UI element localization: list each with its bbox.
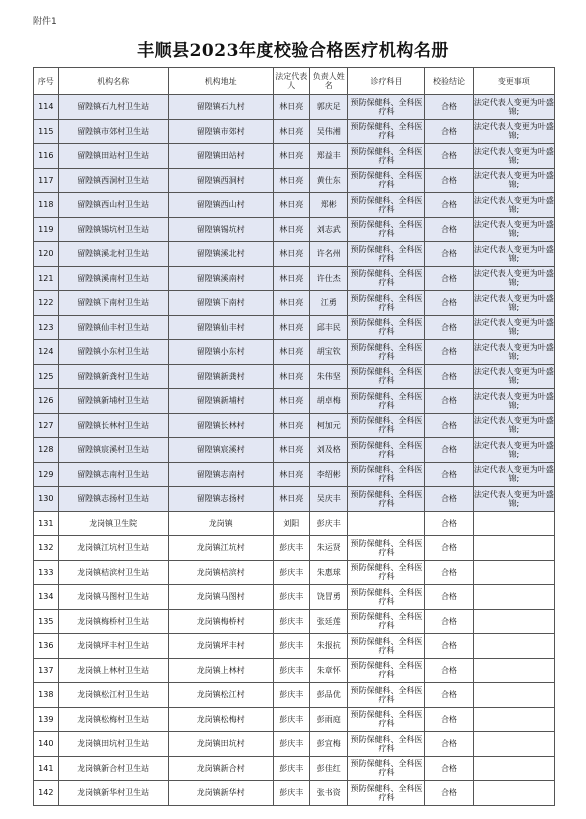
cell-address: 留隍镇长林村	[168, 413, 273, 438]
cell-result: 合格	[425, 340, 473, 365]
cell-result: 合格	[425, 634, 473, 659]
table-row	[34, 511, 555, 536]
cell-address: 龙岗镇新华村	[168, 781, 273, 806]
cell-no: 118	[34, 193, 59, 218]
header-no: 序号	[34, 68, 59, 95]
cell-legal: 林日亮	[273, 242, 309, 267]
cell-change	[473, 707, 554, 732]
cell-address: 留隍镇市郊村	[168, 119, 273, 144]
header-name: 机构名称	[58, 68, 168, 95]
cell-legal: 林日亮	[273, 364, 309, 389]
cell-head: 刘志武	[309, 217, 348, 242]
cell-name: 留隍镇溪南村卫生站	[58, 266, 168, 291]
cell-services: 预防保健科、全科医疗科	[348, 756, 425, 781]
cell-name: 龙岗镇卫生院	[58, 511, 168, 536]
cell-change: 法定代表人变更为叶盛锦;	[473, 340, 554, 365]
table-row	[34, 560, 555, 585]
cell-address: 留隍镇锡坑村	[168, 217, 273, 242]
registry-table	[33, 67, 555, 806]
cell-head: 张书资	[309, 781, 348, 806]
cell-name: 留隍镇西洞村卫生站	[58, 168, 168, 193]
cell-legal: 彭庆丰	[273, 634, 309, 659]
cell-head: 吴庆丰	[309, 487, 348, 512]
cell-address: 龙岗镇江坑村	[168, 536, 273, 561]
cell-result: 合格	[425, 756, 473, 781]
table-row	[34, 413, 555, 438]
cell-address: 龙岗镇上林村	[168, 658, 273, 683]
cell-change: 法定代表人变更为叶盛锦;	[473, 315, 554, 340]
cell-name: 留隍镇石九村卫生站	[58, 95, 168, 120]
cell-name: 留隍镇志扬村卫生站	[58, 487, 168, 512]
cell-change: 法定代表人变更为叶盛锦;	[473, 389, 554, 414]
cell-result: 合格	[425, 193, 473, 218]
cell-change: 法定代表人变更为叶盛锦;	[473, 487, 554, 512]
header-legal: 法定代表人	[273, 68, 309, 95]
cell-head: 黄仕东	[309, 168, 348, 193]
table-header-row	[34, 68, 555, 95]
cell-no: 119	[34, 217, 59, 242]
cell-change: 法定代表人变更为叶盛锦;	[473, 119, 554, 144]
cell-services: 预防保健科、全科医疗科	[348, 193, 425, 218]
cell-no: 140	[34, 732, 59, 757]
table-row	[34, 95, 555, 120]
cell-no: 139	[34, 707, 59, 732]
cell-change: 法定代表人变更为叶盛锦;	[473, 144, 554, 169]
cell-name: 龙岗镇松江村卫生站	[58, 683, 168, 708]
cell-change: 法定代表人变更为叶盛锦;	[473, 95, 554, 120]
cell-name: 留隍镇西山村卫生站	[58, 193, 168, 218]
cell-change	[473, 634, 554, 659]
cell-services: 预防保健科、全科医疗科	[348, 315, 425, 340]
cell-result: 合格	[425, 144, 473, 169]
cell-no: 130	[34, 487, 59, 512]
cell-head: 胡宝钦	[309, 340, 348, 365]
cell-address: 留隍镇宸溪村	[168, 438, 273, 463]
table-row	[34, 536, 555, 561]
cell-result: 合格	[425, 413, 473, 438]
cell-change: 法定代表人变更为叶盛锦;	[473, 168, 554, 193]
cell-services: 预防保健科、全科医疗科	[348, 732, 425, 757]
cell-legal: 彭庆丰	[273, 707, 309, 732]
cell-services: 预防保健科、全科医疗科	[348, 144, 425, 169]
cell-result: 合格	[425, 511, 473, 536]
cell-name: 留隍镇溪北村卫生站	[58, 242, 168, 267]
cell-services: 预防保健科、全科医疗科	[348, 462, 425, 487]
table-row	[34, 340, 555, 365]
cell-services: 预防保健科、全科医疗科	[348, 781, 425, 806]
cell-result: 合格	[425, 266, 473, 291]
table-row	[34, 634, 555, 659]
cell-result: 合格	[425, 781, 473, 806]
cell-result: 合格	[425, 609, 473, 634]
cell-head: 彭雨庭	[309, 707, 348, 732]
cell-no: 122	[34, 291, 59, 316]
table-row	[34, 315, 555, 340]
cell-change	[473, 732, 554, 757]
cell-result: 合格	[425, 585, 473, 610]
cell-legal: 林日亮	[273, 144, 309, 169]
cell-legal: 林日亮	[273, 438, 309, 463]
cell-address: 龙岗镇松江村	[168, 683, 273, 708]
cell-result: 合格	[425, 487, 473, 512]
cell-head: 彭庆丰	[309, 511, 348, 536]
cell-legal: 彭庆丰	[273, 585, 309, 610]
cell-head: 朱报抗	[309, 634, 348, 659]
cell-no: 116	[34, 144, 59, 169]
cell-name: 留隍镇仙丰村卫生站	[58, 315, 168, 340]
cell-name: 留隍镇志南村卫生站	[58, 462, 168, 487]
cell-address: 龙岗镇梅桥村	[168, 609, 273, 634]
cell-services: 预防保健科、全科医疗科	[348, 389, 425, 414]
table-row	[34, 756, 555, 781]
cell-head: 李绍彬	[309, 462, 348, 487]
cell-name: 留隍镇市郊村卫生站	[58, 119, 168, 144]
cell-head: 许名州	[309, 242, 348, 267]
cell-head: 朱伟坚	[309, 364, 348, 389]
cell-change	[473, 683, 554, 708]
table-row	[34, 658, 555, 683]
page-title: 丰顺县2023年度校验合格医疗机构名册	[137, 41, 449, 61]
cell-change	[473, 511, 554, 536]
cell-legal: 彭庆丰	[273, 560, 309, 585]
cell-no: 114	[34, 95, 59, 120]
cell-change: 法定代表人变更为叶盛锦;	[473, 462, 554, 487]
cell-change	[473, 560, 554, 585]
cell-services: 预防保健科、全科医疗科	[348, 340, 425, 365]
cell-head: 彭品优	[309, 683, 348, 708]
cell-name: 龙岗镇新合村卫生站	[58, 756, 168, 781]
table-row	[34, 609, 555, 634]
cell-services: 预防保健科、全科医疗科	[348, 707, 425, 732]
cell-name: 龙岗镇上林村卫生站	[58, 658, 168, 683]
cell-result: 合格	[425, 364, 473, 389]
cell-no: 121	[34, 266, 59, 291]
cell-address: 龙岗镇马图村	[168, 585, 273, 610]
cell-result: 合格	[425, 707, 473, 732]
cell-services: 预防保健科、全科医疗科	[348, 242, 425, 267]
cell-services: 预防保健科、全科医疗科	[348, 413, 425, 438]
cell-address: 龙岗镇坪丰村	[168, 634, 273, 659]
cell-name: 留隍镇新埔村卫生站	[58, 389, 168, 414]
cell-address: 留隍镇志扬村	[168, 487, 273, 512]
cell-legal: 彭庆丰	[273, 536, 309, 561]
cell-address: 留隍镇溪南村	[168, 266, 273, 291]
cell-services: 预防保健科、全科医疗科	[348, 609, 425, 634]
cell-no: 120	[34, 242, 59, 267]
header-change: 变更事项	[473, 68, 554, 95]
cell-head: 刘及格	[309, 438, 348, 463]
table-row	[34, 732, 555, 757]
cell-legal: 林日亮	[273, 340, 309, 365]
header-head: 负责人姓名	[309, 68, 348, 95]
cell-address: 龙岗镇桔滨村	[168, 560, 273, 585]
cell-name: 龙岗镇新华村卫生站	[58, 781, 168, 806]
cell-head: 朱惠球	[309, 560, 348, 585]
cell-result: 合格	[425, 560, 473, 585]
table-row	[34, 585, 555, 610]
cell-no: 133	[34, 560, 59, 585]
cell-address: 留隍镇仙丰村	[168, 315, 273, 340]
cell-head: 邱丰民	[309, 315, 348, 340]
cell-address: 龙岗镇田坑村	[168, 732, 273, 757]
cell-change: 法定代表人变更为叶盛锦;	[473, 438, 554, 463]
cell-no: 135	[34, 609, 59, 634]
cell-no: 132	[34, 536, 59, 561]
cell-services: 预防保健科、全科医疗科	[348, 217, 425, 242]
cell-head: 彭佳红	[309, 756, 348, 781]
cell-no: 137	[34, 658, 59, 683]
table-row	[34, 119, 555, 144]
cell-address: 留隍镇新埔村	[168, 389, 273, 414]
cell-name: 龙岗镇梅桥村卫生站	[58, 609, 168, 634]
cell-legal: 林日亮	[273, 462, 309, 487]
cell-change	[473, 781, 554, 806]
cell-result: 合格	[425, 389, 473, 414]
cell-no: 124	[34, 340, 59, 365]
cell-no: 117	[34, 168, 59, 193]
cell-name: 龙岗镇桔滨村卫生站	[58, 560, 168, 585]
header-result: 校验结论	[425, 68, 473, 95]
cell-no: 141	[34, 756, 59, 781]
cell-name: 留隍镇田站村卫生站	[58, 144, 168, 169]
cell-head: 吴伟湘	[309, 119, 348, 144]
cell-address: 留隍镇西山村	[168, 193, 273, 218]
table-row	[34, 144, 555, 169]
cell-result: 合格	[425, 95, 473, 120]
cell-name: 龙岗镇江坑村卫生站	[58, 536, 168, 561]
cell-address: 留隍镇西洞村	[168, 168, 273, 193]
table-row	[34, 242, 555, 267]
cell-no: 125	[34, 364, 59, 389]
cell-result: 合格	[425, 732, 473, 757]
cell-name: 留隍镇新龚村卫生站	[58, 364, 168, 389]
cell-head: 许仕杰	[309, 266, 348, 291]
cell-result: 合格	[425, 438, 473, 463]
cell-change: 法定代表人变更为叶盛锦;	[473, 413, 554, 438]
cell-legal: 林日亮	[273, 193, 309, 218]
cell-no: 142	[34, 781, 59, 806]
cell-name: 留隍镇小东村卫生站	[58, 340, 168, 365]
cell-services: 预防保健科、全科医疗科	[348, 291, 425, 316]
table-row	[34, 266, 555, 291]
cell-head: 郑益丰	[309, 144, 348, 169]
table-row	[34, 487, 555, 512]
header-address: 机构地址	[168, 68, 273, 95]
cell-address: 龙岗镇松梅村	[168, 707, 273, 732]
cell-legal: 刘阳	[273, 511, 309, 536]
table-row	[34, 781, 555, 806]
cell-services: 预防保健科、全科医疗科	[348, 560, 425, 585]
cell-legal: 林日亮	[273, 389, 309, 414]
cell-legal: 林日亮	[273, 413, 309, 438]
cell-change: 法定代表人变更为叶盛锦;	[473, 193, 554, 218]
table-row	[34, 389, 555, 414]
cell-services: 预防保健科、全科医疗科	[348, 658, 425, 683]
table-row	[34, 193, 555, 218]
cell-head: 张廷莲	[309, 609, 348, 634]
cell-result: 合格	[425, 291, 473, 316]
cell-legal: 林日亮	[273, 315, 309, 340]
cell-legal: 彭庆丰	[273, 683, 309, 708]
cell-address: 留隍镇小东村	[168, 340, 273, 365]
cell-address: 留隍镇新龚村	[168, 364, 273, 389]
cell-services: 预防保健科、全科医疗科	[348, 364, 425, 389]
cell-change: 法定代表人变更为叶盛锦;	[473, 291, 554, 316]
cell-address: 龙岗镇新合村	[168, 756, 273, 781]
cell-result: 合格	[425, 242, 473, 267]
cell-change: 法定代表人变更为叶盛锦;	[473, 266, 554, 291]
cell-legal: 林日亮	[273, 487, 309, 512]
cell-services: 预防保健科、全科医疗科	[348, 95, 425, 120]
cell-legal: 林日亮	[273, 119, 309, 144]
cell-name: 龙岗镇坪丰村卫生站	[58, 634, 168, 659]
cell-legal: 林日亮	[273, 168, 309, 193]
cell-name: 龙岗镇马图村卫生站	[58, 585, 168, 610]
cell-legal: 林日亮	[273, 217, 309, 242]
cell-no: 127	[34, 413, 59, 438]
cell-legal: 林日亮	[273, 291, 309, 316]
cell-result: 合格	[425, 119, 473, 144]
table-row	[34, 462, 555, 487]
cell-no: 136	[34, 634, 59, 659]
table-row	[34, 364, 555, 389]
cell-no: 123	[34, 315, 59, 340]
cell-head: 胡卓梅	[309, 389, 348, 414]
cell-change: 法定代表人变更为叶盛锦;	[473, 364, 554, 389]
cell-address: 留隍镇下南村	[168, 291, 273, 316]
cell-legal: 林日亮	[273, 95, 309, 120]
cell-services: 预防保健科、全科医疗科	[348, 266, 425, 291]
table-row	[34, 291, 555, 316]
cell-address: 留隍镇石九村	[168, 95, 273, 120]
cell-change	[473, 536, 554, 561]
cell-head: 江勇	[309, 291, 348, 316]
cell-result: 合格	[425, 168, 473, 193]
cell-change: 法定代表人变更为叶盛锦;	[473, 242, 554, 267]
cell-no: 138	[34, 683, 59, 708]
table-row	[34, 683, 555, 708]
cell-result: 合格	[425, 658, 473, 683]
cell-no: 131	[34, 511, 59, 536]
cell-change	[473, 756, 554, 781]
table-row	[34, 438, 555, 463]
cell-services: 预防保健科、全科医疗科	[348, 683, 425, 708]
cell-no: 128	[34, 438, 59, 463]
cell-legal: 彭庆丰	[273, 756, 309, 781]
cell-head: 郭庆足	[309, 95, 348, 120]
cell-address: 留隍镇田站村	[168, 144, 273, 169]
cell-services: 预防保健科、全科医疗科	[348, 487, 425, 512]
cell-address: 龙岗镇	[168, 511, 273, 536]
cell-no: 134	[34, 585, 59, 610]
cell-change	[473, 585, 554, 610]
header-services: 诊疗科目	[348, 68, 425, 95]
cell-head: 朱章怀	[309, 658, 348, 683]
cell-head: 柯加元	[309, 413, 348, 438]
table-row	[34, 168, 555, 193]
cell-result: 合格	[425, 536, 473, 561]
cell-head: 彭宜梅	[309, 732, 348, 757]
cell-head: 郑彬	[309, 193, 348, 218]
cell-no: 115	[34, 119, 59, 144]
cell-services	[348, 511, 425, 536]
cell-head: 饶冒勇	[309, 585, 348, 610]
table-row	[34, 217, 555, 242]
cell-name: 留隍镇宸溪村卫生站	[58, 438, 168, 463]
cell-name: 留隍镇下南村卫生站	[58, 291, 168, 316]
cell-legal: 彭庆丰	[273, 732, 309, 757]
cell-legal: 彭庆丰	[273, 609, 309, 634]
cell-name: 留隍镇锡坑村卫生站	[58, 217, 168, 242]
cell-result: 合格	[425, 315, 473, 340]
cell-change	[473, 609, 554, 634]
cell-legal: 林日亮	[273, 266, 309, 291]
cell-services: 预防保健科、全科医疗科	[348, 438, 425, 463]
cell-services: 预防保健科、全科医疗科	[348, 585, 425, 610]
cell-head: 朱运贤	[309, 536, 348, 561]
attachment-label: 附件1	[33, 17, 57, 27]
cell-address: 留隍镇志南村	[168, 462, 273, 487]
cell-result: 合格	[425, 683, 473, 708]
cell-name: 龙岗镇松梅村卫生站	[58, 707, 168, 732]
cell-result: 合格	[425, 462, 473, 487]
cell-legal: 彭庆丰	[273, 781, 309, 806]
cell-result: 合格	[425, 217, 473, 242]
cell-name: 留隍镇长林村卫生站	[58, 413, 168, 438]
cell-services: 预防保健科、全科医疗科	[348, 634, 425, 659]
cell-services: 预防保健科、全科医疗科	[348, 168, 425, 193]
cell-services: 预防保健科、全科医疗科	[348, 119, 425, 144]
cell-change: 法定代表人变更为叶盛锦;	[473, 217, 554, 242]
cell-name: 龙岗镇田坑村卫生站	[58, 732, 168, 757]
cell-no: 126	[34, 389, 59, 414]
cell-change	[473, 658, 554, 683]
cell-address: 留隍镇溪北村	[168, 242, 273, 267]
cell-services: 预防保健科、全科医疗科	[348, 536, 425, 561]
cell-no: 129	[34, 462, 59, 487]
cell-legal: 彭庆丰	[273, 658, 309, 683]
table-row	[34, 707, 555, 732]
